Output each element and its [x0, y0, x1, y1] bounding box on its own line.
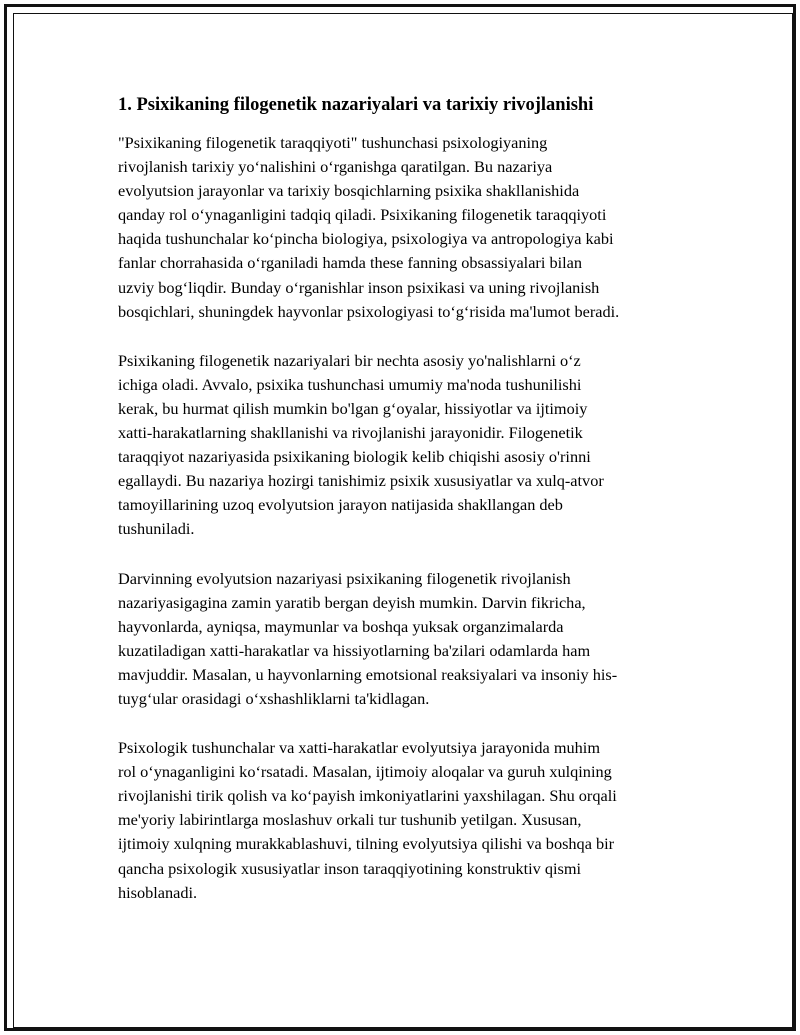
paragraph-line: ichiga oladi. Avvalo, psixika tushunchasi umumiy ma'noda tushunilishi [118, 374, 582, 394]
paragraph-line: bosqichlari, shuningdek hayvonlar psixologiyasi toʻgʻrisida ma'lumot beradi. [118, 301, 620, 321]
paragraph-line: me'yoriy labirintlarga moslashuv orkali tur tushunib yetilgan. Xususan, [118, 810, 582, 830]
paragraph-line: nazariyasigagina zamin yaratib bergan deyish mumkin. Darvin fikricha, [118, 592, 586, 612]
section-heading: 1. Psixikaning filogenetik nazariyalari va tarixiy rivojlanishi [118, 95, 594, 115]
document-body [118, 92, 690, 930]
paragraph-line: tuygʻular orasidagi oʻxshashliklarni ta'kidlagan. [118, 688, 430, 708]
paragraph-line: kerak, bu hurmat qilish mumkin bo'lgan gʻoyalar, hissiyotlar va ijtimoiy [118, 398, 588, 418]
paragraph-line: rol oʻynaganligini koʻrsatadi. Masalan, ijtimoiy aloqalar va guruh xulqining [118, 762, 612, 782]
paragraph-line: rivojlanishi tirik qolish va koʻpayish imkoniyatlarini yaxshilagan. Shu orqali [118, 786, 617, 806]
paragraph [118, 349, 690, 542]
paragraph-line: rivojlanish tarixiy yoʻnalishini oʻrganishga qaratilgan. Bu nazariya [118, 157, 553, 177]
paragraph-line: Darvinning evolyutsion nazariyasi psixikaning filogenetik rivojlanish [118, 568, 571, 588]
paragraph-line: egallaydi. Bu nazariya hozirgi tanishimiz psixik xususiyatlar va xulq-atvor [118, 471, 604, 491]
paragraph-line: haqida tushunchalar koʻpincha biologiya, psixologiya va antropologiya kabi [118, 229, 614, 249]
paragraph-line: hayvonlarda, ayniqsa, maymunlar va boshqa yuksak organzimalarda [118, 616, 564, 636]
paragraph-line: hisoblanadi. [118, 882, 198, 902]
paragraph-line: ijtimoiy xulqning murakkablashuvi, tilning evolyutsiya qilishi va boshqa bir [118, 834, 615, 854]
paragraph-line: tushuniladi. [118, 519, 195, 539]
paragraph [118, 736, 690, 905]
paragraph-line: kuzatiladigan xatti-harakatlar va hissiyotlarning ba'zilari odamlarda ham [118, 640, 591, 660]
paragraph-line: uzviy bogʻliqdir. Bunday oʻrganishlar inson psixikasi va uning rivojlanish [118, 277, 600, 297]
paragraph-list [118, 131, 690, 905]
paragraph-line: Psixikaning filogenetik nazariyalari bir nechta asosiy yo'nalishlarni oʻz [118, 350, 581, 370]
paragraph-line: "Psixikaning filogenetik taraqqiyoti" tushunchasi psixologiyaning [118, 133, 548, 152]
paragraph-line: mavjuddir. Masalan, u hayvonlarning emotsional reaksiyalari va insoniy his- [118, 664, 618, 684]
paragraph [118, 131, 690, 324]
paragraph-line: fanlar chorrahasida oʻrganiladi hamda these fanning obsassiyalari bilan [118, 253, 582, 273]
paragraph-line: xatti-harakatlarning shakllanishi va rivojlanishi jarayonidir. Filogenetik [118, 423, 583, 443]
paragraph-line: Psixologik tushunchalar va xatti-harakatlar evolyutsiya jarayonida muhim [118, 738, 600, 758]
paragraph-line: taraqqiyot nazariyasida psixikaning biologik kelib chiqishi asosiy o'rinni [118, 447, 591, 467]
paragraph-line: qancha psixologik xususiyatlar inson taraqqiyotining konstruktiv qismi [118, 858, 582, 878]
paragraph-line: qanday rol oʻynaganligini tadqiq qiladi. Psixikaning filogenetik taraqqiyoti [118, 205, 607, 225]
paragraph-line: evolyutsion jarayonlar va tarixiy bosqichlarning psixika shakllanishida [118, 181, 580, 201]
paragraph-line: tamoyillarining uzoq evolyutsion jarayon natijasida shakllangan deb [118, 495, 563, 515]
paragraph [118, 567, 690, 712]
